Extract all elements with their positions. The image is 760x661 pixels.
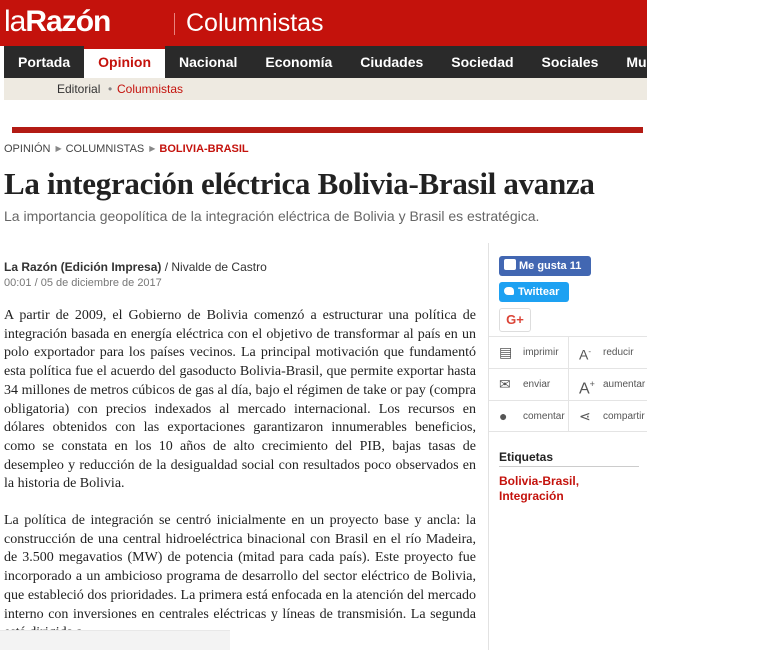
reduce-label: reducir [603,347,634,358]
breadcrumb-arrow-icon: ▶ [149,144,156,153]
site-header [0,0,647,46]
tags-divider [499,466,639,467]
publish-date: 05 de diciembre de 2017 [40,277,162,289]
section-title[interactable]: Columnistas [186,9,324,37]
nav-item-sociedad[interactable]: Sociedad [451,54,514,70]
increase-label: aumentar [603,379,646,390]
article-paragraph: La política de integración se centró inicialmente en un proyecto base y ancla: la construcción de una central hidroeléctrica binacional con Brasil en el río Madeira, de 3.500 megavatios (MW) de potencia (mitad para cada país). Este proyecto fue incorporado a un ambicioso programa de desarrollo del sector eléctrico de Bolivia, que estableció dos prioridades. La primera está enfocada en la atención del mercado interno con inversiones en centrales eléctricas y líneas de transmisión. La segunda [4,513,476,622]
twitter-label: Twittear [518,286,560,298]
nav-item-la-revista[interactable]: La Rev [700,54,747,70]
text-smaller-icon: A- [579,346,592,363]
printer-icon: ▤ [499,344,513,360]
breadcrumb-arrow-icon: ▶ [55,144,62,153]
site-logo[interactable] [4,5,110,39]
column-divider [488,243,489,650]
breadcrumb-current[interactable]: BOLIVIA-BRASIL [159,143,249,155]
nav-item-sociales[interactable]: Sociales [541,54,599,70]
tags-heading: Etiquetas [499,450,554,464]
speech-bubble-icon: ● [499,408,508,424]
breadcrumb-opinion[interactable]: OPINIÓN [4,143,51,155]
overlay-strip [0,630,230,650]
comment-label: comentar [523,411,565,422]
nav-item-opinion[interactable]: Opinion [84,46,165,78]
thumbs-up-icon [504,259,516,270]
twitter-tweet-button[interactable] [499,282,569,302]
comment-button[interactable] [489,400,568,432]
article-tools [489,336,647,432]
tag-list[interactable]: Bolivia-Brasil, Integración [499,474,580,503]
facebook-like-label: Me gusta 11 [519,260,582,272]
nav-item-mundo[interactable]: Mundo [626,54,673,70]
section-divider [12,127,643,133]
logo-la: la [4,5,26,38]
send-label: enviar [523,379,551,390]
article-body [4,307,476,661]
logo-razon: Razón [25,5,111,38]
subnav-columnistas[interactable]: Columnistas [117,82,184,96]
author-name: Nivalde de Castro [171,260,267,274]
share-label: compartir [603,411,645,422]
byline-separator: / [161,260,172,274]
share-icon: ⋖ [579,408,591,424]
publication-name: La Razón (Edición Impresa) [4,260,162,274]
nav-item-nacional[interactable]: Nacional [179,54,238,70]
breadcrumb [4,143,249,155]
date-separator: / [31,277,41,289]
subnav-bullet: • [108,82,113,96]
increase-text-button[interactable] [569,368,648,400]
byline [4,260,267,274]
logo-divider [174,13,175,35]
article-subtitle: La importancia geopolítica de la integración eléctrica de Bolivia y Brasil es estratégica. [4,208,540,224]
article-paragraph: A partir de 2009, el Gobierno de Bolivia comenzó a estructurar una política de integración basada en energía eléctrica con el objetivo de transformar al país en un polo exportador para los países vecinos. La principal motivación que fundamentó esta política fue el acuerdo del gasoducto Bolivia-Brasil, que permite exportar hasta 34 millones de metros cúbicos de gas al día, bajo el régimen de take or pay (compra obligatoria) con precios indexados al mercado internacional. Los recursos en dólares obtenidos con las exportaciones garantizaron innumerables beneficios, como se constata en los 10 años de alto crecimiento del PIB, bajas tasas de desempleo y reducción de la desigualdad social con resultados poco observados en la historia de Bolivia. [4,308,476,492]
print-label: imprimir [523,347,559,358]
dateline [4,277,162,289]
text-larger-icon: A+ [579,379,595,398]
nav-item-ciudades[interactable]: Ciudades [360,54,424,70]
envelope-icon: ✉ [499,376,511,392]
share-button[interactable] [569,400,648,432]
nav-item-economia[interactable]: Economía [265,54,333,70]
breadcrumb-columnistas[interactable]: COLUMNISTAS [65,143,145,155]
main-nav [4,46,747,78]
subnav-editorial[interactable]: Editorial [57,82,101,96]
reduce-text-button[interactable] [569,336,648,368]
article-title: La integración eléctrica Bolivia-Brasil avanza [4,166,595,201]
print-button[interactable] [489,336,568,368]
twitter-bird-icon [504,287,514,295]
google-plus-button[interactable]: G+ [499,308,531,332]
nav-item-portada[interactable]: Portada [18,54,71,70]
publish-time: 00:01 [4,277,32,289]
email-button[interactable] [489,368,568,400]
facebook-like-button[interactable] [499,256,591,276]
sub-nav [4,78,647,100]
